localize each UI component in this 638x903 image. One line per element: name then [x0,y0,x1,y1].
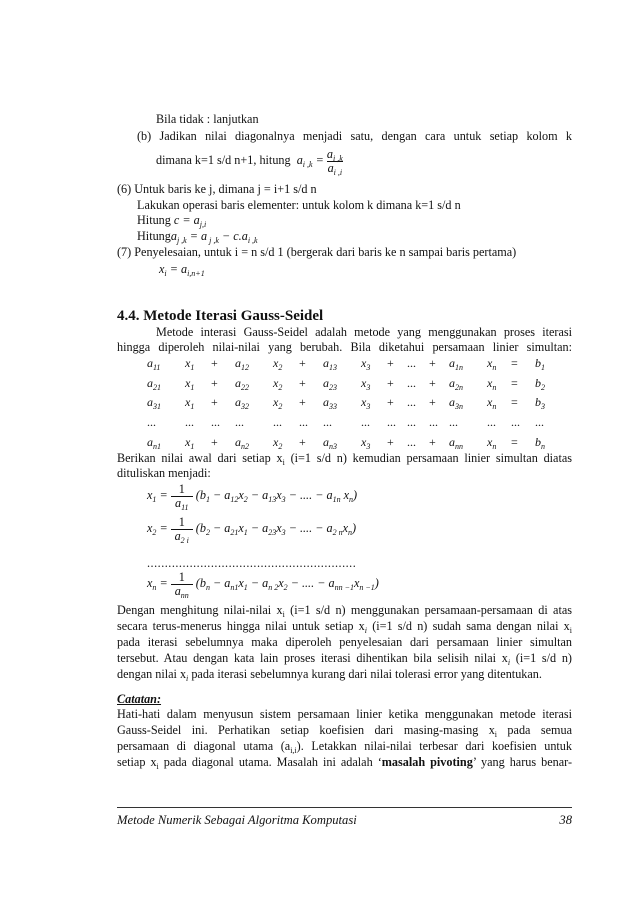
step7-line1: (7) Penyelesaian, untuk i = n s/d 1 (bergerak dari baris ke n sampai baris pertama) [117,245,517,259]
step5-line3 [156,145,343,175]
note-heading [117,692,161,707]
p2-t5: tersebut. Atau dengan kata lain proses iterasi dihentikan bila selisih nilai x [117,651,508,665]
formula-ajk: $a_{j ,k} = a$ $_{j ,k} - c.a_{i ,k}$ [170,229,258,245]
step6-line3-text: Hitung [137,213,171,227]
footer-rule [117,807,572,808]
intro-line1: Metode interasi Gauss-Seidel adalah metode yang menggunakan proses iterasi [156,325,572,339]
para2-line5: dengan nilai $x_i$ pada iterasi sebelumnya kurang dari nilai tolerasi error yang ditentukan. [117,667,542,683]
dot-line: ........................................................... [147,556,357,570]
note-line3: persamaan di diagonal utama $(a_{i,i})$. Letakkan nilai-nilai terbesar dari koefisien untuk [117,739,572,755]
note-l3a: persamaan di diagonal utama (a [117,739,291,753]
system-row-3: $a_{31}$ $x_1$ + $a_{32}$ $x_2$ + $a_{33}$ $x_3$ + ... + $a_{3n}$ $x_n$ = $b_3$ [147,395,545,412]
system-row-1: $a_{11}$ $x_1$ + $a_{12}$ $x_2$ + $a_{13}$ $x_3$ + ... + $a_{1n}$ $x_n$ = $b_1$ [147,356,545,373]
note-l4-bold: masalah pivoting [381,755,473,769]
para2-line2: secara terus-menerus hingga nilai untuk setiap $x_i$ (i=1 s/d n) sudah sama dengan nilai $x_i$ [117,619,572,635]
step6-line1: (6) Untuk baris ke j, dimana j = i+1 s/d n [117,182,317,196]
after-system-line2: dituliskan menjadi: [117,466,211,480]
intro-line2: hingga diperoleh nilai-nilai yang berubah. Bila diketahui persamaan linier simultan: [117,340,572,354]
step6-line3 [137,213,206,228]
after-system-text-b: (i=1 s/d n) kemudian persamaan linier simultan diatas [284,451,573,465]
note-l2a: Gauss-Seidel ini. Perhatikan setiap koefisien dari masing-masing x [117,723,495,737]
p2-t6: (i=1 s/d n) [510,651,572,665]
note-line4: setiap $x_i$ pada diagonal utama. Masalah ini adalah ‘masalah pivoting’ yang harus benar- [117,755,573,771]
p2-t8: pada iterasi sebelumnya kurang dari nilai tolerasi error yang ditentukan. [188,667,542,681]
note-l4b: pada diagonal utama. Masalah ini adalah ‘ [158,755,382,769]
p2-t0: Dengan menghitung nilai-nilai x [117,603,283,617]
step5-line3-text: dimana k=1 s/d n+1, hitung [156,153,291,167]
para2-line3: pada iterasi sebelumnya maka diperoleh penyelesaian dari persamaan linier simultan [117,635,572,649]
note-line2: Gauss-Seidel ini. Perhatikan setiap koefisien dari masing-masing $x_i$ pada semua [117,723,572,739]
p2-t3: (i=1 s/d n) sudah sama dengan nilai x [367,619,570,633]
formula-akk: $a_{i ,k}$ = $\frac{a_{i ,k}}{a_{i ,i}}$ [293,146,343,177]
note-heading-text: Catatan: [117,692,162,706]
formula-x2: $x_2$ = $\frac{1}{a_{2 i}}$ ($b_2 - a_{21}x_1 - a_{23}x_3$ − .... − $a_{2 n}x_n$) [147,514,357,545]
linear-system [147,354,555,452]
note-l4a: setiap x [117,755,157,769]
note-l3b: ). Letakkan nilai-nilai terbesar dari koefisien untuk [296,739,572,753]
formula-xn: $x_n$ = $\frac{1}{a_{nn}}$ ($b_n - a_{n1}x_1 - a_{n 2}x_2$ − .... − $a_{nn -1}x_{n -1}$) [147,569,379,600]
p2-t1: (i=1 s/d n) menggunakan persamaan-persamaan di atas [284,603,572,617]
system-row-n: $a_{n1}$ $x_1$ + $a_{n2}$ $x_2$ + $a_{n3}$ $x_3$ + ... + $a_{nn}$ $x_n$ = $b_n$ [147,434,545,451]
section-heading: 4.4. Metode Iterasi Gauss-Seidel [117,308,324,324]
step6-line4-text: Hitung [137,229,171,243]
formula-c: $c = a_{j,i}$ [173,213,207,229]
formula-xi: $x_i = a_{i,n+1}$ [159,262,205,278]
para2-line1: Dengan menghitung nilai-nilai $x_i$ (i=1 s/d n) menggunakan persamaan-persamaan di atas [117,603,572,619]
system-row-dots: ... ... ... ... ... ... ... ... ... ... ... ... ... ... ... [147,415,544,430]
formula-x1: $x_1$ = $\frac{1}{a_{11}}$ ($b_1 - a_{12}x_2 - a_{13}x_3$ − .... − $a_{1n}$ $x_n$) [147,481,358,512]
step6-line4 [137,229,258,244]
step5-line2: (b) Jadikan nilai diagonalnya menjadi satu, dengan cara untuk setiap kolom k [137,129,572,143]
step6-line2: Lakukan operasi baris elementer: untuk kolom k dimana k=1 s/d n [137,198,461,212]
after-system-text-a: Berikan nilai awal dari setiap x [117,451,283,465]
footer-title: Metode Numerik Sebagai Algoritma Komputasi [117,813,357,827]
step5-line1: Bila tidak : lanjutkan [156,112,259,126]
p2-t2: secara terus-menerus hingga nilai untuk setiap x [117,619,365,633]
p2-t7: dengan nilai x [117,667,187,681]
note-line1: Hati-hati dalam menyusun sistem persamaan linier ketika menggunakan metode iterasi [117,707,572,721]
para2-line4: tersebut. Atau dengan kata lain proses iterasi dihentikan bila selisih nilai $x_i$ (i=1 s/d n) [117,651,572,667]
footer-page-number: 38 [559,813,572,827]
note-l4c: ’ yang harus benar- [472,755,573,769]
note-l2b: pada semua [497,723,572,737]
after-system-line1: Berikan nilai awal dari setiap $x_i$ (i=1 s/d n) kemudian persamaan linier simultan diatas [117,451,573,467]
system-row-2: $a_{21}$ $x_1$ + $a_{22}$ $x_2$ + $a_{23}$ $x_3$ + ... + $a_{2n}$ $x_n$ = $b_2$ [147,375,545,392]
